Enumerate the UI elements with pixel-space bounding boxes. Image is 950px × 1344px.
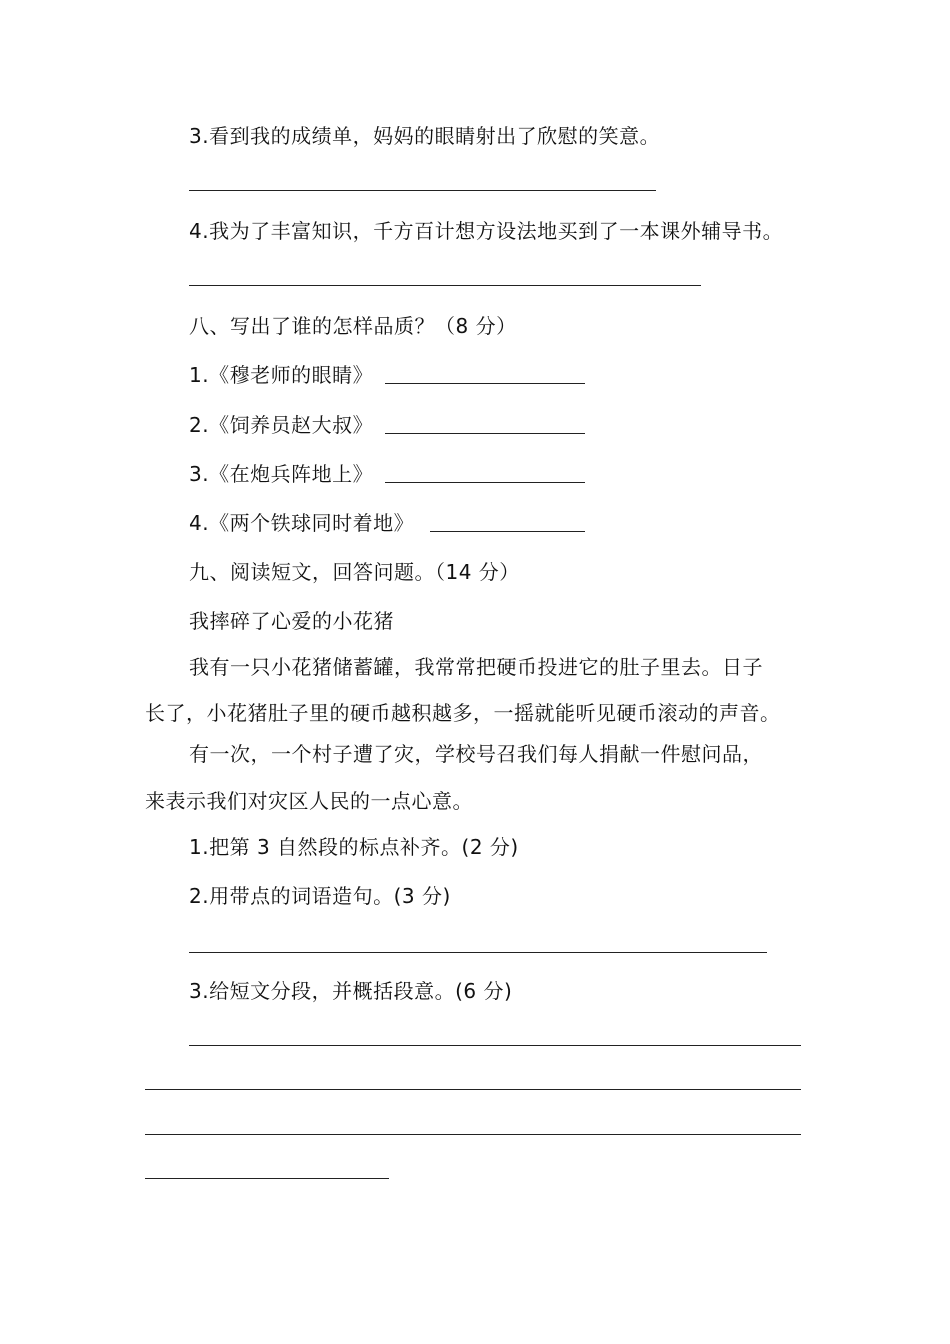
- quality-blank-4: [430, 531, 585, 532]
- answer-line-rq3-1: [189, 1045, 801, 1046]
- quality-item-3: 3.《在炮兵阵地上》: [189, 462, 374, 486]
- answer-line-q3: [189, 190, 656, 191]
- quality-blank-3: [385, 482, 585, 483]
- section-8-heading: 八、写出了谁的怎样品质？（8 分）: [189, 314, 517, 338]
- passage-title: 我摔碎了心爱的小花猪: [189, 609, 394, 633]
- quality-item-2: 2.《饲养员赵大叔》: [189, 413, 374, 437]
- quality-item-1: 1.《穆老师的眼睛》: [189, 363, 374, 387]
- quality-blank-2: [385, 433, 585, 434]
- passage-para2-line2: 来表示我们对灾区人民的一点心意。: [145, 789, 473, 813]
- section-9-heading: 九、阅读短文，回答问题。（14 分）: [189, 560, 520, 584]
- answer-line-rq3-2: [145, 1089, 801, 1090]
- sentence-q4: 4.我为了丰富知识，千方百计想方设法地买到了一本课外辅导书。: [189, 219, 784, 243]
- answer-line-q4: [189, 285, 701, 286]
- answer-line-rq3-4: [145, 1178, 389, 1179]
- passage-para1-line1: 我有一只小花猪储蓄罐，我常常把硬币投进它的肚子里去。日子: [189, 655, 763, 679]
- passage-para2-line1: 有一次，一个村子遭了灾，学校号召我们每人捐献一件慰问品，: [189, 742, 763, 766]
- reading-question-3: 3.给短文分段，并概括段意。(6 分): [189, 979, 513, 1003]
- reading-question-2: 2.用带点的词语造句。(3 分): [189, 884, 451, 908]
- reading-question-1: 1.把第 3 自然段的标点补齐。(2 分): [189, 835, 519, 859]
- answer-line-rq3-3: [145, 1134, 801, 1135]
- sentence-q3: 3.看到我的成绩单，妈妈的眼睛射出了欣慰的笑意。: [189, 124, 661, 148]
- passage-para1-line2: 长了，小花猪肚子里的硬币越积越多，一摇就能听见硬币滚动的声音。: [145, 701, 781, 725]
- quality-item-4: 4.《两个铁球同时着地》: [189, 511, 415, 535]
- quality-blank-1: [385, 383, 585, 384]
- answer-line-rq2: [189, 952, 767, 953]
